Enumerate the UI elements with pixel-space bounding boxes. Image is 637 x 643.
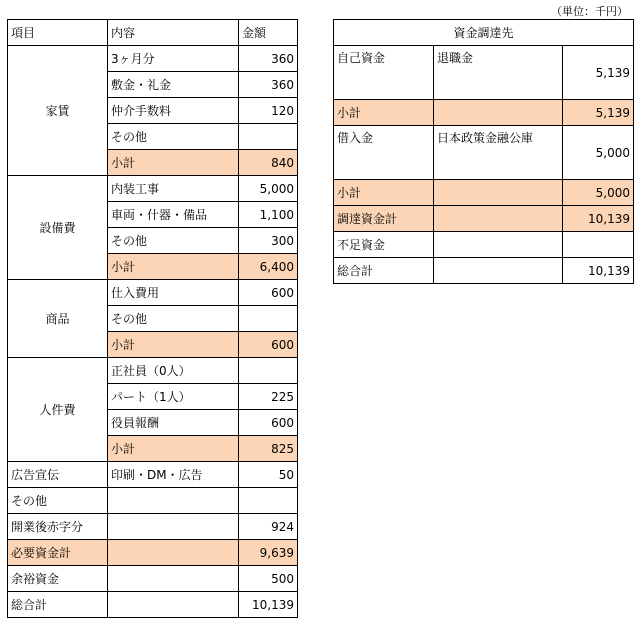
funding-label: 小計 xyxy=(334,100,434,126)
funding-row xyxy=(334,46,634,100)
expense-amount: 50 xyxy=(239,462,298,488)
header-content: 内容 xyxy=(108,20,239,46)
expense-row xyxy=(8,592,298,618)
expense-row xyxy=(8,514,298,540)
expense-row xyxy=(8,566,298,592)
expense-row xyxy=(8,358,298,384)
expense-amount: 924 xyxy=(239,514,298,540)
funding-amount: 10,139 xyxy=(563,206,634,232)
expense-amount: 6,400 xyxy=(239,254,298,280)
expense-content xyxy=(108,514,239,540)
expense-amount: 1,100 xyxy=(239,202,298,228)
expense-row xyxy=(8,540,298,566)
header-amount: 金額 xyxy=(239,20,298,46)
expense-amount: 300 xyxy=(239,228,298,254)
expense-amount: 9,639 xyxy=(239,540,298,566)
expense-row xyxy=(8,280,298,306)
funding-amount: 5,000 xyxy=(563,180,634,206)
funding-table xyxy=(333,19,634,284)
expense-group-label: 人件費 xyxy=(8,358,108,462)
expense-content: パート（1人） xyxy=(108,384,239,410)
expense-amount xyxy=(239,488,298,514)
funding-row xyxy=(334,100,634,126)
expense-content: 仕入費用 xyxy=(108,280,239,306)
funding-amount xyxy=(563,232,634,258)
expense-content: 小計 xyxy=(108,254,239,280)
funding-row xyxy=(334,180,634,206)
funding-header: 資金調達先 xyxy=(334,20,634,46)
funding-source: 退職金 xyxy=(434,46,563,100)
expense-amount: 825 xyxy=(239,436,298,462)
expense-amount: 120 xyxy=(239,98,298,124)
expense-content xyxy=(108,540,239,566)
funding-source xyxy=(434,258,563,284)
expense-table-body xyxy=(8,20,298,618)
funding-source xyxy=(434,100,563,126)
expense-row xyxy=(8,46,298,72)
expense-content: 小計 xyxy=(108,332,239,358)
funding-header-row xyxy=(334,20,634,46)
expense-content: 仲介手数料 xyxy=(108,98,239,124)
expense-amount: 600 xyxy=(239,332,298,358)
expense-content: 内装工事 xyxy=(108,176,239,202)
expense-row xyxy=(8,462,298,488)
expense-row xyxy=(8,488,298,514)
expense-item: 開業後赤字分 xyxy=(8,514,108,540)
funding-source: 日本政策金融公庫 xyxy=(434,126,563,180)
expense-amount: 360 xyxy=(239,72,298,98)
funding-source xyxy=(434,180,563,206)
funding-amount: 5,000 xyxy=(563,126,634,180)
expense-content xyxy=(108,566,239,592)
expense-amount: 5,000 xyxy=(239,176,298,202)
expense-amount: 600 xyxy=(239,410,298,436)
expense-amount: 10,139 xyxy=(239,592,298,618)
funding-source xyxy=(434,232,563,258)
expense-content: その他 xyxy=(108,228,239,254)
funding-label: 調達資金計 xyxy=(334,206,434,232)
expense-amount xyxy=(239,358,298,384)
expense-group-label: 商品 xyxy=(8,280,108,358)
funding-row xyxy=(334,232,634,258)
expense-content: 小計 xyxy=(108,436,239,462)
expense-table xyxy=(7,19,298,618)
funding-label: 自己資金 xyxy=(334,46,434,100)
expense-amount: 225 xyxy=(239,384,298,410)
expense-content: 敷金・礼金 xyxy=(108,72,239,98)
funding-source xyxy=(434,206,563,232)
expense-amount: 600 xyxy=(239,280,298,306)
header-item: 項目 xyxy=(8,20,108,46)
expense-amount xyxy=(239,306,298,332)
expense-row xyxy=(8,176,298,202)
funding-amount: 10,139 xyxy=(563,258,634,284)
expense-content: 役員報酬 xyxy=(108,410,239,436)
funding-amount: 5,139 xyxy=(563,46,634,100)
funding-row xyxy=(334,258,634,284)
funding-table-body xyxy=(334,20,634,284)
expense-content: その他 xyxy=(108,124,239,150)
expense-content xyxy=(108,488,239,514)
funding-row xyxy=(334,126,634,180)
funding-label: 不足資金 xyxy=(334,232,434,258)
expense-item: 広告宣伝 xyxy=(8,462,108,488)
expense-item: 余裕資金 xyxy=(8,566,108,592)
unit-label: （単位：千円） xyxy=(551,5,628,18)
expense-content: 正社員（0人） xyxy=(108,358,239,384)
funding-row xyxy=(334,206,634,232)
expense-amount xyxy=(239,124,298,150)
expense-item: その他 xyxy=(8,488,108,514)
expense-amount: 500 xyxy=(239,566,298,592)
expense-group-label: 家賃 xyxy=(8,46,108,176)
funding-label: 小計 xyxy=(334,180,434,206)
expense-content: 小計 xyxy=(108,150,239,176)
funding-amount: 5,139 xyxy=(563,100,634,126)
expense-header-row xyxy=(8,20,298,46)
expense-item: 必要資金計 xyxy=(8,540,108,566)
funding-label: 総合計 xyxy=(334,258,434,284)
expense-group-label: 設備費 xyxy=(8,176,108,280)
expense-content xyxy=(108,592,239,618)
expense-content: 車両・什器・備品 xyxy=(108,202,239,228)
expense-amount: 360 xyxy=(239,46,298,72)
expense-amount: 840 xyxy=(239,150,298,176)
expense-content: その他 xyxy=(108,306,239,332)
expense-content: 印刷・DM・広告 xyxy=(108,462,239,488)
expense-item: 総合計 xyxy=(8,592,108,618)
expense-content: 3ヶ月分 xyxy=(108,46,239,72)
funding-label: 借入金 xyxy=(334,126,434,180)
